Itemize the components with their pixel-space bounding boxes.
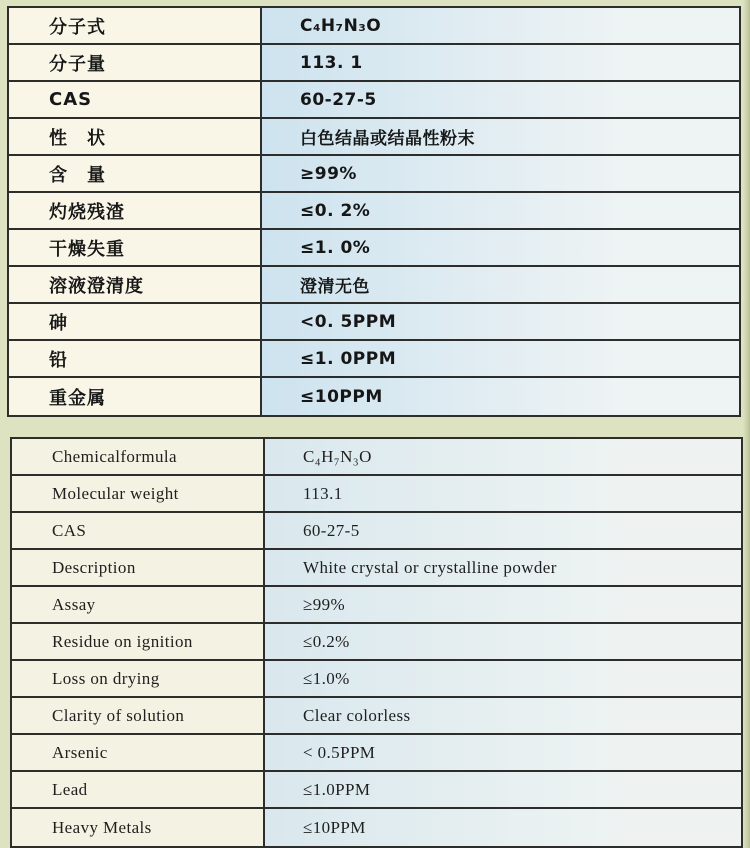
table-row	[12, 698, 741, 735]
row-value: ≤0.2%	[265, 624, 741, 659]
row-label: 砷	[9, 304, 262, 339]
table-row	[9, 230, 739, 267]
table-row	[12, 661, 741, 698]
row-label: Loss on drying	[12, 661, 265, 696]
table-row	[9, 156, 739, 193]
row-value: 113.1	[265, 476, 741, 511]
row-value: < 0.5PPM	[265, 735, 741, 770]
row-value: ≥99%	[262, 156, 739, 191]
row-label: 干燥失重	[9, 230, 262, 265]
row-label: 性 状	[9, 119, 262, 154]
table-row	[12, 624, 741, 661]
row-value: ≤10PPM	[265, 809, 741, 846]
table-row	[12, 772, 741, 809]
table-row	[9, 378, 739, 415]
row-value: ≤1.0%	[265, 661, 741, 696]
table-row	[9, 45, 739, 82]
chinese-spec-table	[7, 6, 741, 417]
table-row	[9, 304, 739, 341]
row-label: Lead	[12, 772, 265, 807]
table-row	[9, 8, 739, 45]
row-label: Residue on ignition	[12, 624, 265, 659]
row-label: Heavy Metals	[12, 809, 265, 846]
row-value: ≤1.0PPM	[265, 772, 741, 807]
row-label: 分子式	[9, 8, 262, 43]
table-row	[12, 809, 741, 846]
row-label: CAS	[12, 513, 265, 548]
row-value: 澄清无色	[262, 267, 739, 302]
row-label: 含 量	[9, 156, 262, 191]
table-row	[12, 476, 741, 513]
table-row	[9, 341, 739, 378]
table-row	[9, 82, 739, 119]
row-label: 灼烧残渣	[9, 193, 262, 228]
row-label: 分子量	[9, 45, 262, 80]
table-row	[12, 550, 741, 587]
row-label: Arsenic	[12, 735, 265, 770]
row-value: ≤0. 2%	[262, 193, 739, 228]
row-value: ≥99%	[265, 587, 741, 622]
row-value: <0. 5PPM	[262, 304, 739, 339]
row-value: 白色结晶或结晶性粉末	[262, 119, 739, 154]
row-label: Chemicalformula	[12, 439, 265, 474]
row-value: ≤10PPM	[262, 378, 739, 415]
table-row	[12, 439, 741, 476]
row-value: ≤1. 0%	[262, 230, 739, 265]
row-value: C₄H₇N₃O	[265, 439, 741, 474]
row-label: Description	[12, 550, 265, 585]
row-value: C₄H₇N₃O	[262, 8, 739, 43]
row-value: Clear colorless	[265, 698, 741, 733]
row-value: 113. 1	[262, 45, 739, 80]
table-row	[12, 513, 741, 550]
table-row	[9, 267, 739, 304]
table-row	[9, 119, 739, 156]
table-row	[12, 587, 741, 624]
row-value: ≤1. 0PPM	[262, 341, 739, 376]
row-label: Assay	[12, 587, 265, 622]
row-value: 60-27-5	[262, 82, 739, 117]
row-label: 铅	[9, 341, 262, 376]
english-spec-table	[10, 437, 743, 848]
table-row	[9, 193, 739, 230]
row-value: 60-27-5	[265, 513, 741, 548]
row-label: 溶液澄清度	[9, 267, 262, 302]
row-label: 重金属	[9, 378, 262, 415]
row-label: Clarity of solution	[12, 698, 265, 733]
row-value: White crystal or crystalline powder	[265, 550, 741, 585]
row-label: CAS	[9, 82, 262, 117]
table-row	[12, 735, 741, 772]
row-label: Molecular weight	[12, 476, 265, 511]
